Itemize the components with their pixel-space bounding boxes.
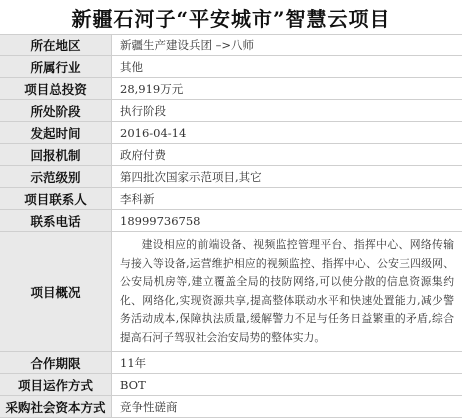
row-label: 联系电话 (0, 210, 112, 232)
row-label: 所在地区 (0, 34, 112, 56)
row-label: 发起时间 (0, 122, 112, 144)
row-label: 项目总投资 (0, 78, 112, 100)
row-label: 所处阶段 (0, 100, 112, 122)
row-operation-mode (0, 374, 462, 396)
row-value: 执行阶段 (112, 100, 462, 122)
row-stage (0, 100, 462, 122)
row-region (0, 34, 462, 56)
row-label: 项目联系人 (0, 188, 112, 210)
row-value: 2016-04-14 (112, 122, 462, 144)
row-label: 示范级别 (0, 166, 112, 188)
row-overview (0, 232, 462, 352)
row-label: 项目概况 (0, 232, 112, 352)
row-phone (0, 210, 462, 232)
row-label: 采购社会资本方式 (0, 396, 112, 418)
row-label: 所属行业 (0, 56, 112, 78)
row-label: 项目运作方式 (0, 374, 112, 396)
row-value: 政府付费 (112, 144, 462, 166)
row-value: 竞争性磋商 (112, 396, 462, 418)
row-value: 其他 (112, 56, 462, 78)
row-industry (0, 56, 462, 78)
page-title: 新疆石河子“平安城市”智慧云项目 (0, 0, 462, 34)
row-value: 28,919万元 (112, 78, 462, 100)
row-total-investment (0, 78, 462, 100)
row-demo-level (0, 166, 462, 188)
row-start-date (0, 122, 462, 144)
row-label: 合作期限 (0, 352, 112, 374)
row-value: 李科新 (112, 188, 462, 210)
overview-text: 建设相应的前端设备、视频监控管理平台、指挥中心、网络传输与接入等设备,运营维护相应的视频监控、指挥中心、公安三四级网、公安局机房等,建立覆盖全局的技防网络,可以使分散的信息资源集约化、网络化,实现资源共享,提高整体联动水平和快速处置能力,减少警务活动成本,保障执法质量,缓解警力不足与任务日益繁重的矛盾,综合提高石河子驾驭社会治安局势的整体实力。 (112, 232, 462, 352)
row-contact-person (0, 188, 462, 210)
row-value: 18999736758 (112, 210, 462, 232)
row-procurement-method (0, 396, 462, 418)
row-value: 第四批次国家示范项目,其它 (112, 166, 462, 188)
row-label: 回报机制 (0, 144, 112, 166)
row-value: BOT (112, 374, 462, 396)
row-cooperation-period (0, 352, 462, 374)
row-value: 11年 (112, 352, 462, 374)
row-value: 新疆生产建设兵团 –>八师 (112, 34, 462, 56)
row-return-mechanism (0, 144, 462, 166)
